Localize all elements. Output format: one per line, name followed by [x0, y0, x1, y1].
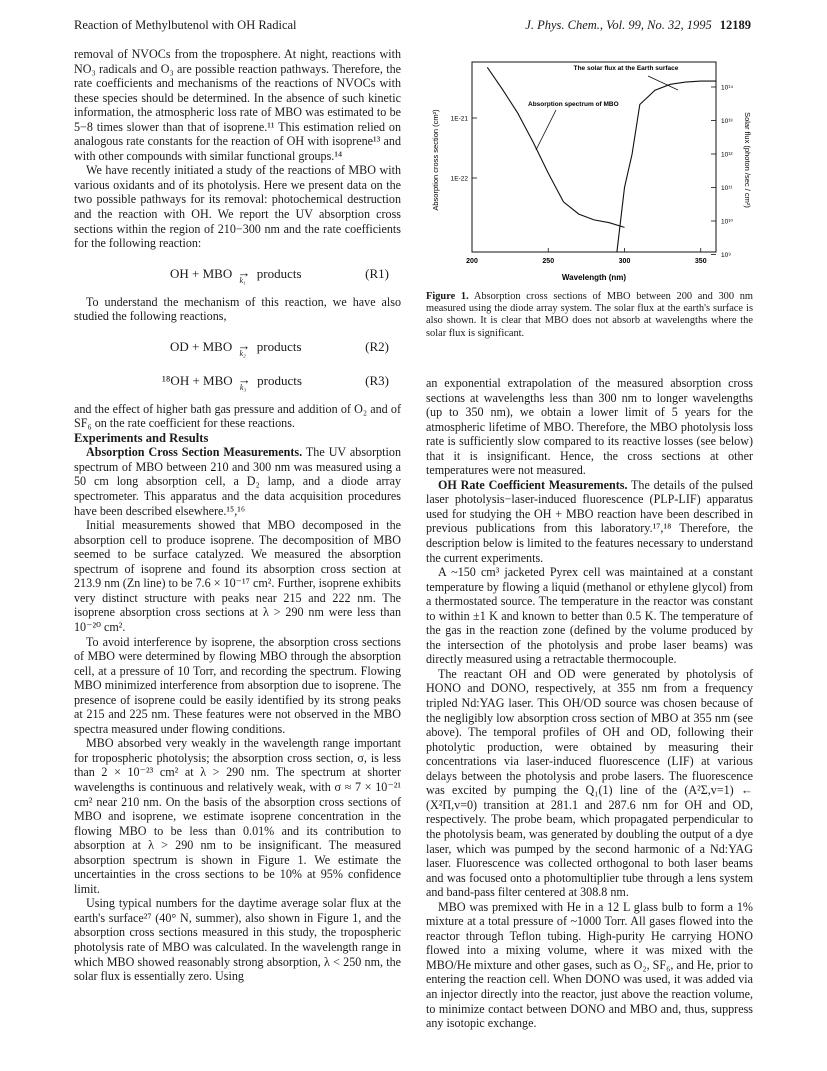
absorption-label-pointer	[536, 110, 556, 150]
x-tick-label: 350	[694, 258, 707, 265]
equation-tag: (R3)	[365, 372, 389, 388]
caption-label: Figure 1.	[426, 291, 469, 302]
page-number: 12189	[719, 18, 751, 32]
solar-label-pointer	[648, 76, 678, 90]
figure-1	[426, 50, 753, 308]
equation-products: products	[257, 372, 302, 388]
left-tick-label: 1E-21	[450, 115, 468, 123]
right-tick-label: 10¹⁰	[721, 218, 734, 226]
paragraph: Using typical numbers for the daytime average solar flux at the earth's surface²⁷ (40° N, summer), also shown in Figure 1, and the absorption cross sections measured in this study, the tropospheric photolysis rate of MBO was calculated. In the wavelength range in which MBO showed reasonably strong absorption, λ < 250 nm, the solar flux is essentially zero. Using	[74, 896, 401, 984]
running-title: Reaction of Methylbutenol with OH Radical	[74, 18, 297, 32]
right-tick-label: 10¹²	[721, 151, 733, 159]
paragraph: removal of NVOCs from the troposphere. At night, reactions with NO₃ radicals and O₃ are possible reaction pathways. Therefore, the rate coefficients and mechanisms of the reactions of NVOCs with these species should be determined. In the absence of such kinetic information, the atmospheric loss rate of MBO was estimated to be 5−8 times slower than that of isoprene.¹¹ This estimation relied on analogous rate constants for the reaction of OH with isoprene¹³ and with other compounds with similar functional groups.¹⁴	[74, 47, 401, 163]
journal-name: J. Phys. Chem., Vol. 99, No. 32, 1995	[525, 18, 712, 32]
left-tick-label: 1E-22	[450, 175, 468, 183]
equation-tag: (R1)	[365, 265, 389, 281]
equation-expression	[170, 338, 302, 358]
equation-expression	[162, 372, 302, 392]
figure-caption	[426, 291, 753, 340]
x-tick-label: 250	[542, 258, 555, 265]
rate-constant-label: k₁	[239, 275, 246, 285]
equation-tag: (R2)	[365, 338, 389, 354]
run-in-heading: OH Rate Coefficient Measurements.	[438, 477, 628, 492]
left-column	[74, 47, 401, 984]
right-tick-label: 10¹⁴	[721, 84, 734, 92]
paragraph	[74, 445, 401, 518]
equation-products: products	[256, 265, 302, 281]
equation-reactants: OD + MBO	[170, 338, 233, 354]
equation-reactants: OH + MBO	[170, 265, 233, 281]
section-heading: Experiments and Results	[74, 430, 209, 445]
equation-r1	[74, 261, 401, 291]
absorption-series-line	[487, 67, 624, 227]
run-in-heading: Absorption Cross Section Measurements.	[86, 445, 303, 460]
journal-citation	[525, 18, 751, 33]
plot-frame	[472, 62, 716, 252]
x-axis-title: Wavelength (nm)	[561, 273, 627, 282]
right-tick-label: 10⁹	[721, 252, 732, 259]
paragraph: To avoid interference by isoprene, the absorption cross sections of MBO were determined by flowing MBO through the absorption cell, at a pressure of 10 Torr, and recording the spectrum. Flowing MBO minimized interference from absorption due to isoprene. The presence of isoprene could be easily identified by its strong peaks at 215 and 225 nm. These features were not observed in the MBO spectra measured under flowing conditions.	[74, 634, 401, 736]
absorption-flux-chart	[426, 50, 753, 290]
rate-constant-label: k₂	[239, 348, 246, 358]
paragraph: MBO was premixed with He in a 12 L glass bulb to form a 1% mixture at a total pressure of ~1000 Torr. All gases flowed into the reactor through Teflon tubing. High-purity He carrying HONO flowed into a mixing volume, where it was mixed with the MBO/He mixture and other gases, such as O₂, SF₆, and He, prior to entering the reaction cell. When DONO was used, it was added via an injector directly into the reactor, just above the reaction volume, to minimize contact between DONO and MBO and, thus, suppress any isotopic exchange.	[426, 899, 753, 1031]
left-axis-title: Absorption cross section (cm²)	[431, 109, 440, 211]
paragraph: and the effect of higher bath gas pressure and addition of O₂ and of SF₆ on the rate coefficient for these reactions.	[74, 401, 401, 431]
paragraph: Initial measurements showed that MBO decomposed in the absorption cell to produce isoprene. The decomposition of MBO seemed to be surface catalyzed. We measured the absorption spectrum of isoprene and found its absorption cross section at 213.9 nm (Zn line) to be 7.6 × 10⁻¹⁷ cm². Further, isoprene exhibits very distinct structure with peaks near 215 and 222 nm. The isoprene absorption cross sections at λ > 290 nm were less than 10⁻²⁰ cm².	[74, 518, 401, 634]
paragraph: To understand the mechanism of this reaction, we have also studied the following reactions,	[74, 294, 401, 324]
equation-products: products	[256, 338, 302, 354]
equation-r2	[74, 334, 401, 364]
paragraph: We have recently initiated a study of the reactions of MBO with various oxidants and of its photolysis. Here we present data on the two possible pathways for its removal: photochemical destruction and the reaction with OH. We report the UV absorption cross sections within the region of 210−300 nm and the rate coefficients for the following reaction:	[74, 163, 401, 251]
equation-r3	[74, 368, 401, 398]
right-tick-label: 10¹³	[721, 118, 733, 125]
x-tick-label: 300	[618, 258, 631, 265]
paragraph	[426, 478, 753, 565]
paragraph-text: The details of the pulsed laser photolysis−laser-induced fluorescence (PLP-LIF) apparatus used for studying the OH + MBO reaction have been described in previous publications from this laboratory.¹⁷,¹⁸ Therefore, the description below is limited to the features necessary to understand the current experiments.	[426, 477, 753, 565]
equation-reactants: ¹⁸OH + MBO	[162, 372, 233, 388]
running-header	[74, 18, 751, 36]
caption-text: Absorption cross sections of MBO between 200 and 300 nm measured using the diode array system. The solar flux at the earth's surface is also shown. It is clear that MBO does not absorb at wavelengths where the solar flux is significant.	[426, 291, 754, 339]
x-tick-label: 200	[466, 258, 478, 265]
right-axis-title: Solar flux (photon /sec / cm²)	[743, 112, 752, 208]
paragraph: an exponential extrapolation of the measured absorption cross sections at wavelengths less than 300 nm to longer wavelengths (up to 350 nm), we obtain a lower limit of 5 years for the atmospheric lifetime of MBO. Therefore, the MBO photolysis loss rate is sufficiently slow compared to its reactive losses (see below) that it is insignificant. Hence, the cross sections at other temperatures were not measured.	[426, 376, 753, 478]
solar-flux-series-line	[617, 81, 716, 252]
solar-flux-label: The solar flux at the Earth surface	[573, 65, 679, 72]
paragraph: The reactant OH and OD were generated by photolysis of HONO and DONO, respectively, at 355 nm from a frequency tripled Nd:YAG laser. This OH/OD source was chosen because of the negligibly low absorption cross section of MBO at 355 nm (see above). The temporal profiles of OH and OD, following their photolytic production, were obtained by measuring their concentrations via laser-induced fluorescence (LIF) at various delays between the photolysis and probe lasers. The fluorescence was excited by pumping the Q₁(1) line of the (A²Σ,v=1) ← (X²Π,v=0) transition at 281.1 and 287.6 nm for OH and OD, respectively. The probe beam, which propagated perpendicular to the photolysis beam, was generated by doubling the output of a dye laser, which was pumped by the second harmonic of a Nd:YAG laser. Fluorescence was collected orthogonal to both laser beams and was focused onto a photomultiplier tube through a lens system and band-pass filter centered at 308.8 nm.	[426, 666, 753, 900]
paragraph: A ~150 cm³ jacketed Pyrex cell was maintained at a constant temperature by flowing a liquid (methanol or ethylene glycol) from a thermostated source. The temperature in the reactor was constant to within ±1 K and known to better than 0.5 K. The temperature of the gas in the reaction zone (defined by the volume produced by the intersection of the photolysis and probe laser beams) was directly measured using a retractable thermocouple.	[426, 565, 753, 667]
paragraph: MBO absorbed very weakly in the wavelength range important for tropospheric photolysis; the absorption cross section, σ, is less than 2 × 10⁻²³ cm² at λ > 290 nm. The spectrum at shorter wavelengths is continuous and relatively weak, with σ ≈ 7 × 10⁻²¹ cm² near 210 nm. On the basis of the absorption cross sections of MBO and isoprene, we estimate isoprene concentration in the flowing MBO to be less than 0.01% and its contribution to absorption at λ > 290 nm to be insignificant. The measured absorption spectrum is shown in Figure 1. We estimate the uncertainties in the cross sections to be 10% at 95% confidence limit.	[74, 736, 401, 896]
absorption-label: Absorption spectrum of MBO	[528, 101, 619, 108]
right-column	[426, 376, 753, 1031]
rate-constant-label: k₃	[239, 382, 247, 392]
right-tick-label: 10¹¹	[721, 185, 733, 192]
paragraph-text: The UV absorption spectrum of MBO between 210 and 300 nm was measured using a 50 cm long absorption cell, a D₂ lamp, and a diode array spectrometer. This apparatus and the data acquisition procedures have been described elsewhere.¹⁵,¹⁶	[74, 445, 401, 518]
equation-expression	[170, 265, 302, 285]
